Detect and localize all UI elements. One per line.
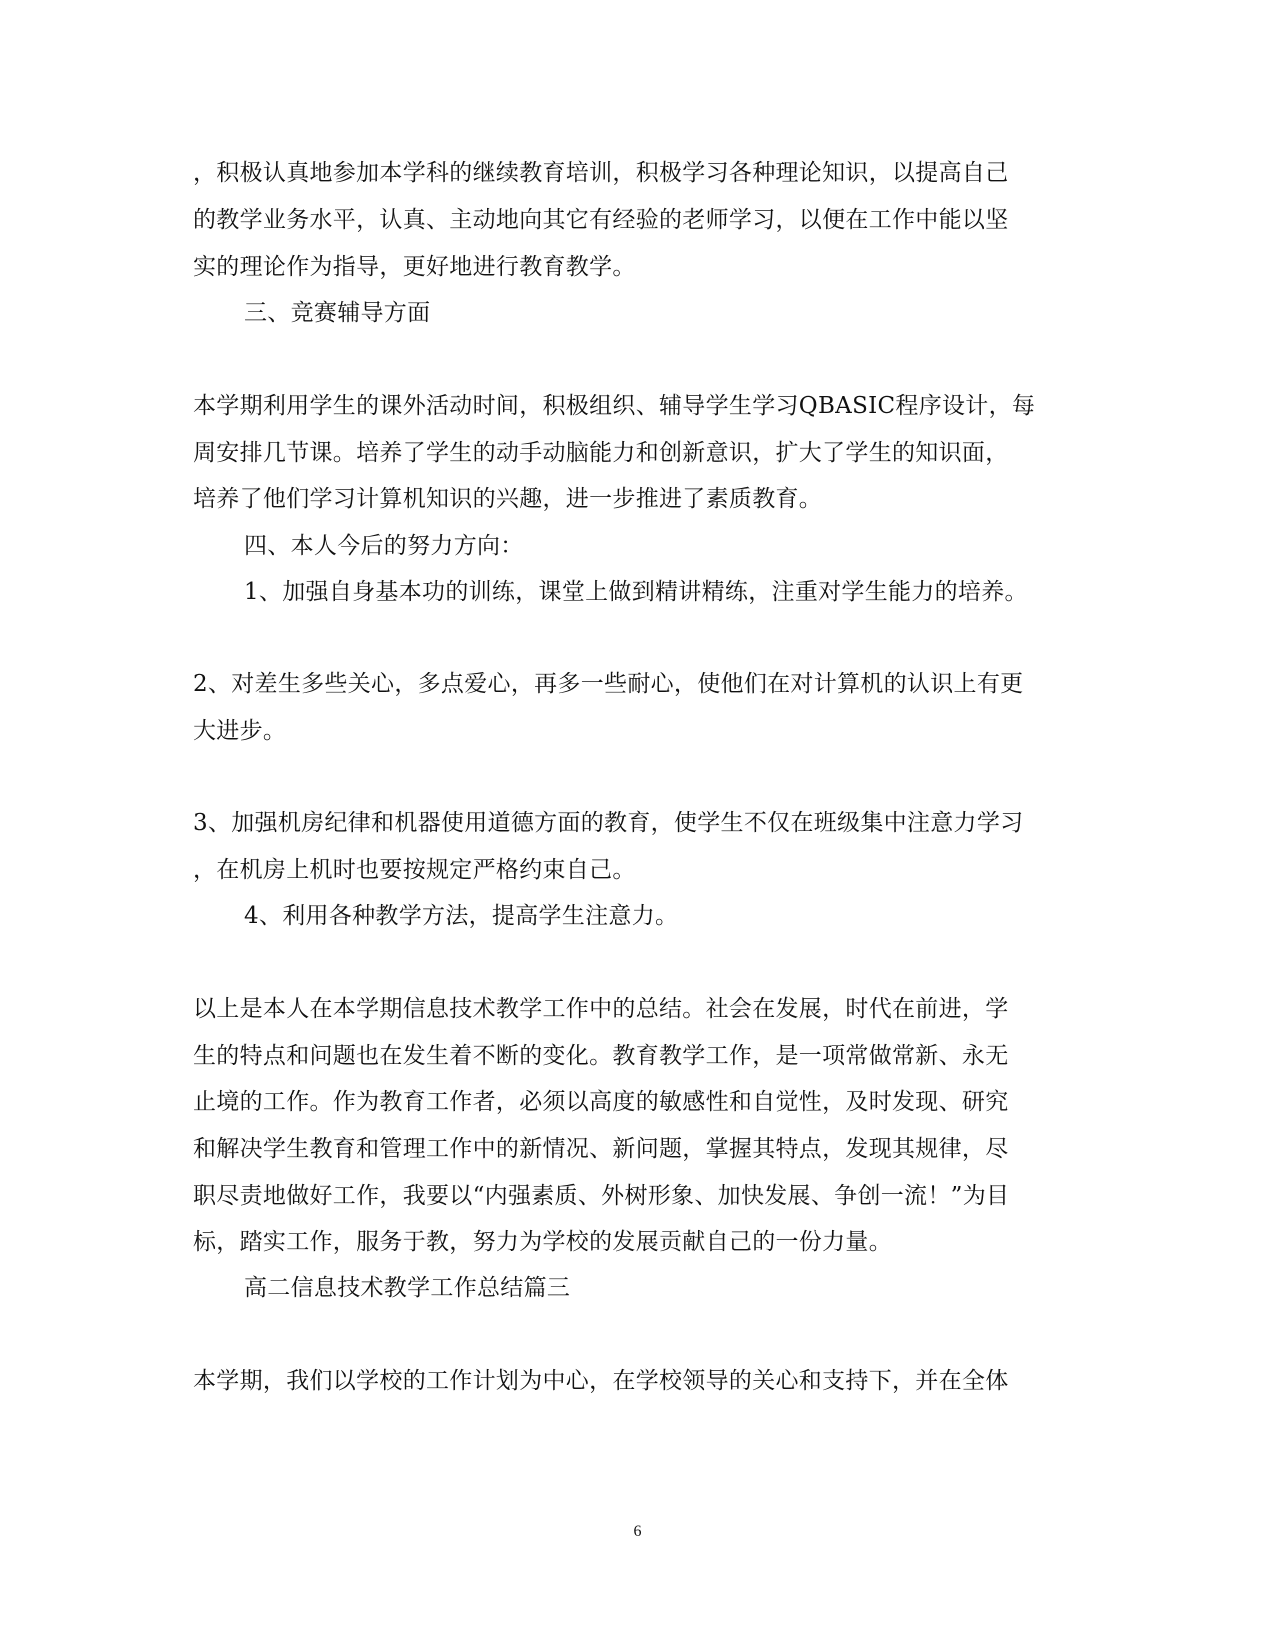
paragraph-line: 实的理论作为指导，更好地进行教育教学。 [193, 254, 636, 280]
section-heading: 四、本人今后的努力方向： [244, 533, 524, 559]
list-item: 1、加强自身基本功的训练，课堂上做到精讲精练，注重对学生能力的培养。 [244, 579, 1028, 605]
paragraph-line: 本学期，我们以学校的工作计划为中心，在学校领导的关心和支持下，并在全体 [193, 1368, 1009, 1394]
list-item: 4、利用各种教学方法，提高学生注意力。 [244, 903, 679, 929]
section-heading: 高二信息技术教学工作总结篇三 [244, 1275, 571, 1301]
paragraph-line: 以上是本人在本学期信息技术教学工作中的总结。社会在发展，时代在前进，学 [193, 996, 1009, 1022]
paragraph-line: 职尽责地做好工作，我要以“内强素质、外树形象、加快发展、争创一流！”为目 [193, 1183, 1010, 1209]
paragraph-line: 的教学业务水平，认真、主动地向其它有经验的老师学习，以便在工作中能以坚 [193, 207, 1009, 233]
list-item: 2、对差生多些关心，多点爱心，再多一些耐心，使他们在对计算机的认识上有更 [193, 671, 1024, 697]
paragraph-line: ，在机房上机时也要按规定严格约束自己。 [193, 857, 636, 883]
paragraph-line: 大进步。 [193, 718, 287, 744]
section-heading: 三、竞赛辅导方面 [244, 300, 431, 326]
paragraph-line: 标，踏实工作，服务于教，努力为学校的发展贡献自己的一份力量。 [193, 1229, 892, 1255]
paragraph-line: 本学期利用学生的课外活动时间，积极组织、辅导学生学习QBASIC程序设计，每 [193, 393, 1036, 419]
paragraph-line: 周安排几节课。培养了学生的动手动脑能力和创新意识，扩大了学生的知识面， [193, 440, 1009, 466]
paragraph-line: 生的特点和问题也在发生着不断的变化。教育教学工作，是一项常做常新、永无 [193, 1043, 1009, 1069]
page-number: 6 [633, 1523, 642, 1540]
paragraph-line: 和解决学生教育和管理工作中的新情况、新问题，掌握其特点，发现其规律，尽 [193, 1136, 1009, 1162]
paragraph-line: 止境的工作。作为教育工作者，必须以高度的敏感性和自觉性，及时发现、研究 [193, 1089, 1009, 1115]
paragraph-line: ，积极认真地参加本学科的继续教育培训，积极学习各种理论知识，以提高自己 [193, 160, 1009, 186]
paragraph-line: 培养了他们学习计算机知识的兴趣，进一步推进了素质教育。 [193, 486, 823, 512]
list-item: 3、加强机房纪律和机器使用道德方面的教育，使学生不仅在班级集中注意力学习 [193, 810, 1024, 836]
